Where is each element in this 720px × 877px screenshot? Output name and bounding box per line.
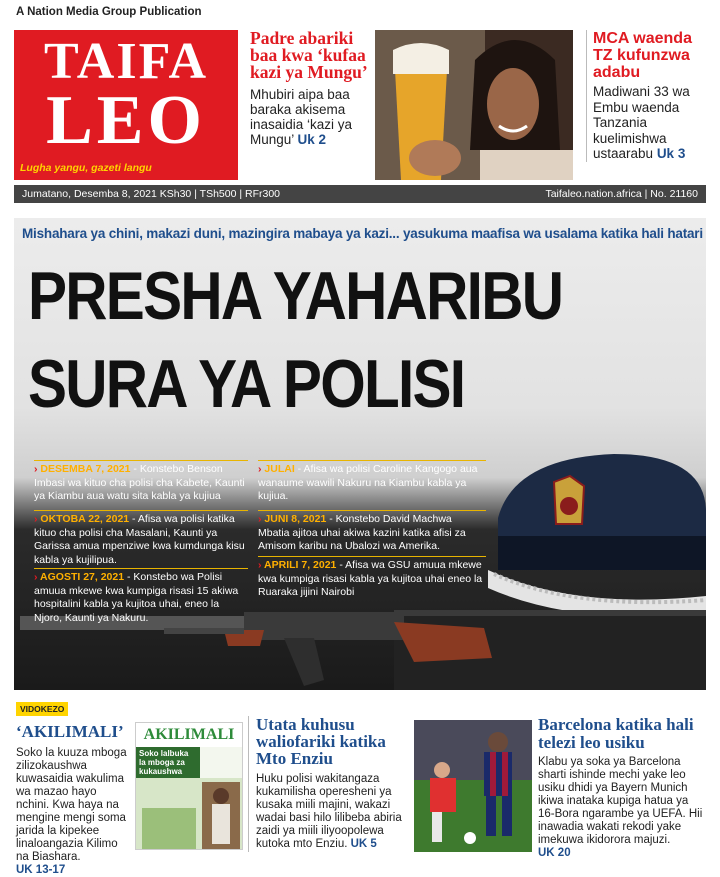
- incident-item: [34, 460, 248, 504]
- barcelona-teaser[interactable]: [538, 716, 708, 860]
- teaser-mca[interactable]: [586, 30, 706, 162]
- masthead-tagline: Lugha yangu, gazeti langu: [20, 162, 152, 174]
- vidokezo-label: VIDOKEZO: [16, 702, 68, 716]
- mto-enziu-text: Huku polisi wakitangaza kukamilisha operesheni ya kusaka miili majini, wakazi wadai basi hilo lilibeba abiria zaidi ya miili iliyoopolewa kutoka mto Enziu.: [256, 773, 402, 850]
- barcelona-photo: [414, 720, 532, 852]
- incident-item: [258, 556, 486, 600]
- teaser-padre-text: Mhubiri aipa baa baraka akisema inasaidia ‘kazi ya Mungu’: [250, 87, 353, 147]
- teaser-photo: [375, 30, 573, 180]
- incident-text: - Afisa wa polisi katika kituo cha polisi cha Masalani, Kaunti ya Garissa amua mpenziwe kwa kumdunga kisu kabla ya kujilipua.: [34, 513, 245, 566]
- masthead-title-line2: LEO: [46, 82, 206, 159]
- barcelona-text: Klabu ya soka ya Barcelona sharti ishinde mechi yake leo usiku dhidi ya Bayern Munich ikiwa inataka kupiga hatua ya 16-Bora ngarambe ya UEFA. Hii inawadia wakati rekodi yake imekuwa ikidorora majuzi.: [538, 756, 703, 846]
- mto-enziu-title: Utata kuhusu waliofariki katika Mto Enziu: [256, 715, 386, 768]
- incident-date: AGOSTI 27, 2021: [40, 571, 125, 583]
- mto-enziu-body: [256, 773, 408, 851]
- akilimali-text: Soko la kuuza mboga zilizokaushwa kuwasaidia wakulima wa mazao hayo nchini. Kwa haya na mengine mengi soma jarida la kipekee linaloangazia Kilimo na Biashara.: [16, 747, 127, 863]
- teaser-mca-text: Madiwani 33 wa Embu waenda Tanzania kuelimishwa ustaarabu: [593, 84, 690, 161]
- teaser-padre-headline: Padre abariki baa kwa ‘kufaa kazi ya Mungu’: [250, 28, 368, 82]
- main-headline-line2: SURA YA POLISI: [28, 346, 465, 422]
- incident-text: - Konstebo David Machwa Mbatia ajitoa uhai akiwa kazini katika afisi za Amisom karibu na Ubalozi wa Amerika.: [258, 513, 466, 552]
- barcelona-body: [538, 756, 708, 860]
- column-divider: [248, 716, 249, 852]
- dateline-bar: [14, 185, 706, 203]
- main-headline-line1: PRESHA YAHARIBU: [28, 258, 563, 334]
- incident-item: [34, 568, 248, 625]
- teaser-padre[interactable]: [250, 30, 368, 147]
- incident-text: - Konstebo Benson Imbasi wa kituo cha polisi cha Kabete, Kaunti ya Kiambu aua watu sita kabla ya kujiua: [34, 463, 245, 502]
- akilimali-page: UK 13-17: [16, 864, 66, 876]
- arrow-icon: ›: [34, 513, 41, 525]
- incident-item: [258, 510, 486, 554]
- dateline-date-price: Jumatano, Desemba 8, 2021 KSh30 | TSh500 | RFr300: [22, 188, 280, 200]
- incident-date: APRILI 7, 2021: [264, 559, 337, 571]
- incident-item: [34, 510, 248, 567]
- main-story-kicker: Mishahara ya chini, makazi duni, mazingira mabaya ya kazi... yasukuma maafisa wa usalama katika hali hatari: [22, 226, 703, 241]
- akilimali-cover-photo: [136, 778, 243, 850]
- arrow-icon: ›: [258, 559, 265, 571]
- incident-text: - Konstebo wa Polisi amuua mkewe kwa kumpiga risasi 15 akiwa hospitalini kabla ya kujitoa uhai, eneo la Njoro, Kaunti ya Nakuru.: [34, 571, 239, 624]
- incident-text: - Afisa wa GSU amuua mkewe kwa kumpiga risasi kabla ya kujitoa uhai eneo la Ruaraka jijini Nairobi: [258, 559, 483, 598]
- arrow-icon: ›: [34, 463, 41, 475]
- dateline-website[interactable]: Taifaleo.nation.africa | No. 21160: [545, 188, 698, 200]
- akilimali-cover-headline: Soko lalbuka la mboga za kukaushwa: [136, 747, 200, 778]
- incident-text: - Afisa wa polisi Caroline Kangogo aua wanaume wawili Nakuru na Kiambu kabla ya kujiua.: [258, 463, 478, 502]
- akilimali-body: [16, 747, 130, 877]
- teaser-mca-body: [593, 84, 706, 162]
- incident-date: JUNI 8, 2021: [264, 513, 327, 525]
- masthead-title-line1: TAIFA: [43, 33, 209, 90]
- masthead-logo: [14, 30, 238, 180]
- teaser-padre-page: Uk 2: [297, 132, 327, 147]
- teaser-padre-body: [250, 87, 368, 147]
- barcelona-title: Barcelona katika hali telezi leo usiku: [538, 715, 694, 752]
- akilimali-cover-title: AKILIMALI: [136, 723, 242, 747]
- incident-date: OKTOBA 22, 2021: [40, 513, 130, 525]
- football-players-illustration: [414, 720, 532, 852]
- akilimali-title: ‘AKILIMALI’: [16, 722, 124, 741]
- barcelona-page: UK 20: [538, 847, 571, 859]
- teaser-mca-headline: MCA waenda TZ kufunzwa adabu: [593, 30, 692, 81]
- teaser-mca-page: Uk 3: [656, 146, 686, 161]
- akilimali-teaser[interactable]: [16, 722, 130, 877]
- arrow-icon: ›: [258, 513, 265, 525]
- main-story: [14, 218, 706, 690]
- incident-date: JULAI: [264, 463, 295, 475]
- woman-with-beer-illustration: [375, 30, 573, 180]
- incident-item: [258, 460, 486, 504]
- arrow-icon: ›: [258, 463, 265, 475]
- akilimali-cover[interactable]: [135, 722, 243, 850]
- mto-enziu-page: UK 5: [350, 838, 377, 850]
- mto-enziu-teaser[interactable]: [256, 716, 408, 851]
- incident-date: DESEMBA 7, 2021: [40, 463, 131, 475]
- arrow-icon: ›: [34, 571, 41, 583]
- publisher-line: A Nation Media Group Publication: [16, 6, 202, 18]
